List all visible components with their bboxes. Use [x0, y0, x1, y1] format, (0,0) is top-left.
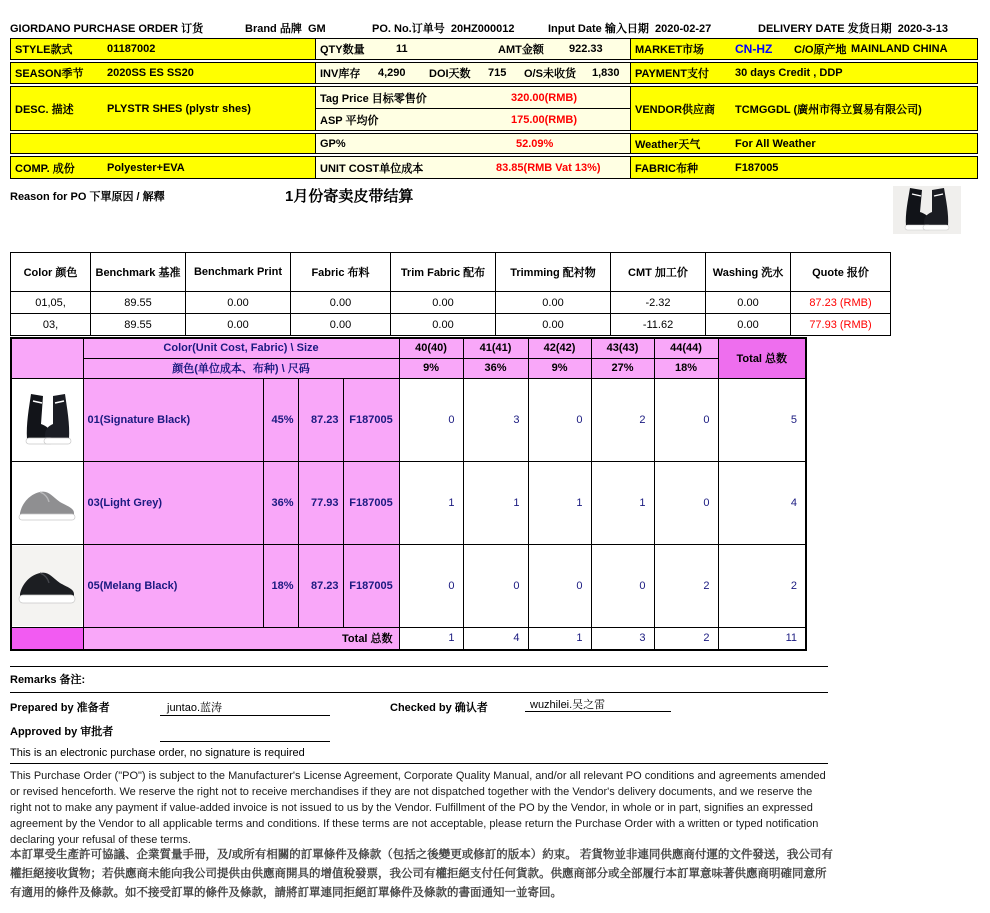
qty-cell: 0 [591, 544, 654, 627]
benchmark-header-row [11, 253, 891, 292]
inv-label: INV库存 [320, 68, 361, 80]
size-pct: 9% [399, 358, 463, 378]
comp-label: COMP. 成份 [15, 162, 75, 175]
band-season [10, 62, 978, 84]
qty-cell: 3 [463, 378, 528, 461]
qty-cell: 2 [654, 544, 718, 627]
style-photo [893, 186, 961, 234]
image-column-header [11, 338, 83, 378]
brand-value: GM [307, 23, 326, 35]
doc-title: GIORDANO PURCHASE ORDER 订货 [10, 23, 204, 35]
color-name: 03(Light Grey) [83, 461, 263, 544]
qty-value: 11 [396, 43, 408, 55]
checked-signature-line [525, 696, 671, 712]
vendor-value: TCMGGDL (廣州市得立貿易有限公司) [735, 103, 922, 116]
color-fabric: F187005 [343, 544, 399, 627]
qty-cell: 0 [463, 544, 528, 627]
color-name: 01(Signature Black) [83, 378, 263, 461]
color-cost: 87.23 [298, 378, 343, 461]
qty-cell: 0 [654, 461, 718, 544]
style-value: 01187002 [107, 43, 156, 55]
weather-value: For All Weather [735, 137, 816, 150]
doi-value: 715 [488, 67, 507, 79]
market-value-cell [731, 39, 977, 59]
os-value: 1,830 [592, 67, 620, 79]
color-row-05 [11, 544, 806, 627]
col-header: Color 颜色 [11, 253, 91, 292]
amt-value: 922.33 [569, 43, 603, 55]
row-total: 4 [718, 461, 806, 544]
band-comp [10, 156, 978, 179]
size-header-row [11, 338, 806, 358]
qty-amt-cell [315, 39, 631, 59]
qty-cell: 1 [528, 461, 591, 544]
black-hightop-image [15, 392, 79, 448]
band-gp [10, 133, 978, 154]
co-label: C/O原产地 [794, 44, 847, 56]
band-desc [10, 86, 978, 131]
asp-label: ASP 平均价 [320, 114, 379, 127]
divider [10, 763, 828, 764]
total-qty: 4 [463, 627, 528, 650]
color-fabric: F187005 [343, 461, 399, 544]
color-row-03 [11, 461, 806, 544]
total-qty: 1 [399, 627, 463, 650]
black-sneaker-image [15, 564, 79, 608]
total-qty: 3 [591, 627, 654, 650]
approved-signature-line [160, 726, 330, 742]
boots-image [896, 188, 958, 232]
payment-label: PAYMENT支付 [635, 68, 709, 80]
col-header: Washing 洗水 [706, 253, 791, 292]
col-header: Fabric 布料 [291, 253, 391, 292]
checked-by-value: wuzhilei.吴之雷 [530, 699, 606, 711]
total-qty: 1 [528, 627, 591, 650]
quote-value: 77.93 (RMB) [791, 314, 891, 336]
grey-sneaker-image [15, 481, 79, 525]
unit-cost-cell [315, 157, 631, 178]
po-number-field: PO. No.订单号 20HZ000012 [372, 23, 515, 35]
benchmark-table [10, 252, 891, 336]
payment-value-cell [731, 63, 977, 83]
qty-cell: 0 [399, 378, 463, 461]
qty-cell: 0 [528, 544, 591, 627]
input-date-value: 2020-02-27 [654, 23, 712, 35]
brand-field: Brand 品牌 GM [245, 23, 326, 35]
market-value: CN-HZ [735, 42, 773, 56]
prepared-by-label: Prepared by 准备者 [10, 702, 110, 714]
qty-label: QTY数量 [320, 44, 365, 56]
fabric-label: FABRIC布种 [635, 162, 698, 175]
col-header: Quote 报价 [791, 253, 891, 292]
total-row-label: Total 总数 [83, 627, 399, 650]
color-cost: 87.23 [298, 544, 343, 627]
grand-total: 11 [718, 627, 806, 650]
amt-label: AMT金额 [498, 44, 544, 56]
product-photo-05 [11, 544, 83, 627]
fabric-value-cell [731, 157, 977, 178]
size-pct: 27% [591, 358, 654, 378]
co-value: MAINLAND CHINA [851, 43, 948, 55]
comp-value: Polyester+EVA [107, 161, 185, 174]
size-header: 41(41) [463, 338, 528, 358]
color-name: 05(Melang Black) [83, 544, 263, 627]
col-header: Benchmark 基准 [91, 253, 186, 292]
unit-cost-value: 83.85(RMB Vat 13%) [496, 161, 601, 174]
col-header: Benchmark Print [186, 253, 291, 292]
vendor-value-cell [731, 87, 977, 130]
vendor-label: VENDOR供应商 [635, 103, 716, 116]
color-row-01 [11, 378, 806, 461]
color-fabric: F187005 [343, 378, 399, 461]
qty-cell: 2 [591, 378, 654, 461]
color-size-header-cn: 颜色(单位成本、布种) \ 尺码 [83, 358, 399, 378]
size-header: 40(40) [399, 338, 463, 358]
weather-label: Weather天气 [635, 138, 701, 151]
product-photo-01 [11, 378, 83, 461]
remarks-label: Remarks 备注: [10, 674, 86, 686]
divider [10, 692, 828, 693]
benchmark-row: 03, 89.55 0.00 0.00 0.00 0.00 -11.62 0.00 77.93 (RMB) [11, 314, 891, 336]
market-label: MARKET市场 [635, 44, 705, 56]
color-pct: 36% [263, 461, 298, 544]
doi-label: DOI天数 [429, 68, 471, 80]
size-header: 43(43) [591, 338, 654, 358]
divider [10, 666, 828, 667]
gp-label: GP% [320, 137, 346, 150]
qty-cell: 0 [399, 544, 463, 627]
size-header: 44(44) [654, 338, 718, 358]
quote-value: 87.23 (RMB) [791, 292, 891, 314]
price-cell [315, 87, 631, 130]
band-style [10, 38, 978, 60]
col-header: Trim Fabric 配布 [391, 253, 496, 292]
payment-value: 30 days Credit , DDP [735, 67, 843, 79]
tag-price-label: Tag Price 目标零售价 [320, 92, 427, 105]
row-total: 2 [718, 544, 806, 627]
weather-value-cell [731, 134, 977, 153]
total-row-corner [11, 627, 83, 650]
reason-label: Reason for PO 下單原因 / 解釋 [10, 191, 165, 203]
qty-cell: 1 [399, 461, 463, 544]
size-breakdown-table [10, 337, 807, 651]
checked-by-label: Checked by 确认者 [390, 702, 488, 714]
size-pct: 36% [463, 358, 528, 378]
total-column-header: Total 总数 [718, 338, 806, 378]
qty-cell: 0 [528, 378, 591, 461]
prepared-signature-line [160, 700, 330, 716]
electronic-note: This is an electronic purchase order, no signature is required [10, 747, 305, 759]
tag-price-value: 320.00(RMB) [511, 91, 578, 104]
size-pct: 9% [528, 358, 591, 378]
gp-cell [315, 134, 631, 153]
fabric-value: F187005 [735, 161, 779, 174]
delivery-date-value: 2020-3-13 [897, 23, 948, 35]
unit-cost-label: UNIT COST单位成本 [320, 162, 424, 175]
reason-value: 1月份寄卖皮带结算 [285, 188, 414, 205]
inventory-cell [315, 63, 631, 83]
season-value: 2020SS ES SS20 [107, 67, 194, 79]
col-header: Trimming 配衬物 [496, 253, 611, 292]
os-label: O/S未收货 [524, 68, 576, 80]
total-row [11, 627, 806, 650]
asp-value: 175.00(RMB) [511, 113, 578, 126]
desc-label: DESC. 描述 [15, 103, 74, 116]
inv-value: 4,290 [378, 67, 406, 79]
color-pct: 18% [263, 544, 298, 627]
approved-by-label: Approved by 审批者 [10, 726, 114, 738]
size-header: 42(42) [528, 338, 591, 358]
color-pct: 45% [263, 378, 298, 461]
benchmark-row: 01,05, 89.55 0.00 0.00 0.00 0.00 -2.32 0.00 87.23 (RMB) [11, 292, 891, 314]
input-date-field: Input Date 输入日期 2020-02-27 [548, 23, 712, 35]
color-size-header-en: Color(Unit Cost, Fabric) \ Size [83, 338, 399, 358]
qty-cell: 1 [463, 461, 528, 544]
row-total: 5 [718, 378, 806, 461]
qty-cell: 0 [654, 378, 718, 461]
style-label: STYLE款式 [15, 44, 73, 56]
qty-cell: 1 [591, 461, 654, 544]
product-photo-03 [11, 461, 83, 544]
total-qty: 2 [654, 627, 718, 650]
col-header: CMT 加工价 [611, 253, 706, 292]
season-label: SEASON季节 [15, 68, 84, 80]
color-cost: 77.93 [298, 461, 343, 544]
gp-value: 52.09% [516, 137, 554, 150]
prepared-by-value: juntao.蓝涛 [167, 702, 223, 714]
size-pct-row [11, 358, 806, 378]
terms-chinese: 本訂單受生產許可協議、企業質量手冊，及/或所有相關的訂單條件及條款（包括之後變更或修訂的版本）約束。 若貨物並非連同供應商付運的文件發送，我公司有權拒絕接收貨物；若供應商未能向我公司提供由供應商開具的增值稅發票，我公司有權拒絕支付任何貨款。供應商部分或全部履行本訂單意味著供應商明確同意所有適用的條件及條款。如不接受訂單的條件及條款，請將訂單連同拒絕訂單條件及條款的書面通知一並寄回。 [10, 849, 833, 899]
terms-english: This Purchase Order ("PO") is subject to the Manufacturer's License Agreement, Corporate Quality Manual, and/or all relevant PO conditions and agreements amended or revised henceforth. We reserve the right not to receive merchandises if they are not dispatched together with the Vendor's delivery documents, and we reserve the right not to make any payment if value-added invoice is not issued to us by the Vendor. Fulfillment of the PO by the Vendor, in whole or in part, signifies an expressed agreement by the Vendor to all applicable terms and conditions. If these terms are not acceptable, please return the Purchase Order with a written or typed notification declaring your refusal of these terms. [10, 770, 826, 846]
delivery-date-field: DELIVERY DATE 发货日期 2020-3-13 [758, 23, 948, 35]
desc-value: PLYSTR SHES (plystr shes) [107, 102, 251, 115]
size-pct: 18% [654, 358, 718, 378]
po-number-value: 20HZ000012 [450, 23, 515, 35]
